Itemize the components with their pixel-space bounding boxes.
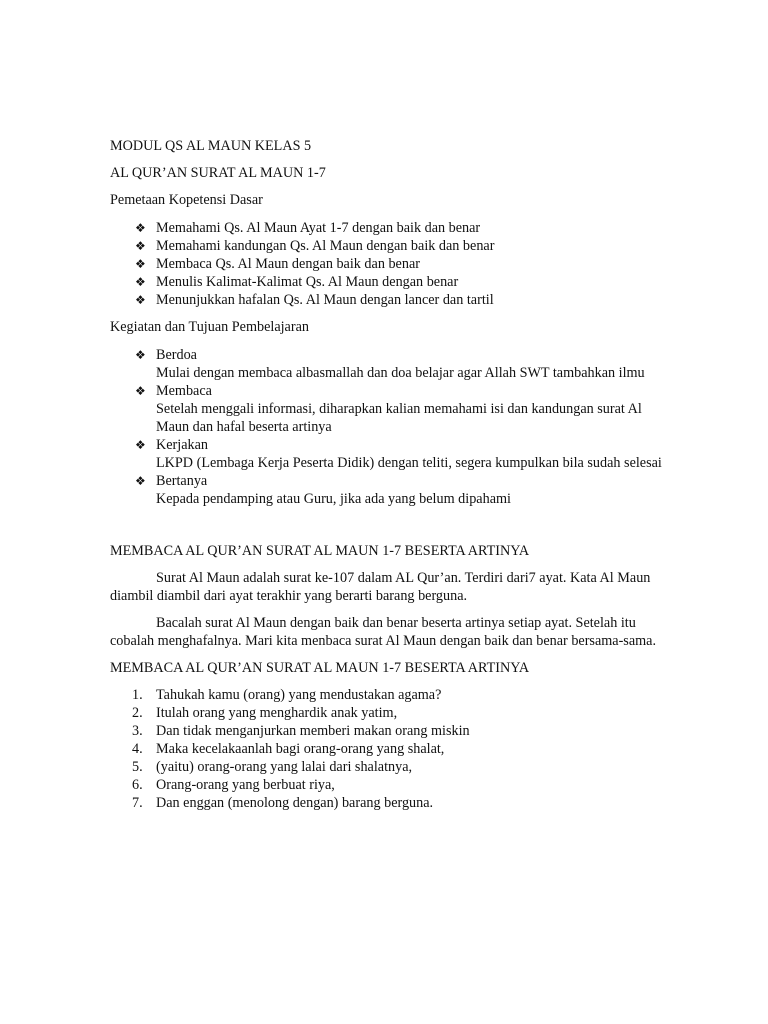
- list-item: [110, 472, 662, 508]
- list-item: [110, 686, 662, 704]
- list-item-text: Memahami Qs. Al Maun Ayat 1-7 dengan baik dan benar: [156, 220, 481, 236]
- list-item: [110, 722, 662, 740]
- diamond-bullet-icon: ❖: [135, 221, 146, 235]
- ayat-text: Dan tidak menganjurkan memberi makan orang miskin: [156, 723, 470, 739]
- diamond-bullet-icon: ❖: [135, 293, 146, 307]
- list-item: [110, 758, 662, 776]
- kd-heading: Pemetaan Kopetensi Dasar: [110, 192, 263, 208]
- ayat-number: 5.: [132, 759, 143, 775]
- list-item-text: Membaca Qs. Al Maun dengan baik dan benar: [156, 256, 420, 272]
- ayat-text: Tahukah kamu (orang) yang mendustakan agama?: [156, 687, 442, 703]
- diamond-bullet-icon: ❖: [135, 474, 146, 488]
- diamond-bullet-icon: ❖: [135, 384, 146, 398]
- list-item-text: Memahami kandungan Qs. Al Maun dengan baik dan benar: [156, 238, 495, 254]
- ayat-text: Maka kecelakaanlah bagi orang-orang yang shalat,: [156, 741, 445, 757]
- ayat-number: 4.: [132, 741, 143, 757]
- list-item: [110, 776, 662, 794]
- ayat-number: 2.: [132, 705, 143, 721]
- document-body: [110, 137, 662, 812]
- intro-paragraph: Surat Al Maun adalah surat ke-107 dalam AL Qur’an. Terdiri dari7 ayat. Kata Al Maun diambil diambil dari ayat terakhir yang berarti barang berguna.: [110, 570, 651, 604]
- diamond-bullet-icon: ❖: [135, 275, 146, 289]
- membaca-heading: MEMBACA AL QUR’AN SURAT AL MAUN 1-7 BESERTA ARTINYA: [110, 543, 530, 559]
- ayat-number: 3.: [132, 723, 143, 739]
- kegiatan-list: [110, 346, 662, 508]
- kegiatan-desc: Mulai dengan membaca albasmallah dan doa belajar agar Allah SWT tambahkan ilmu: [156, 365, 645, 381]
- kegiatan-title: Membaca: [156, 383, 212, 399]
- list-item: [110, 436, 662, 472]
- kegiatan-title: Berdoa: [156, 347, 197, 363]
- kegiatan-desc: Setelah menggali informasi, diharapkan kalian memahami isi dan kandungan surat Al Maun dan hafal beserta artinya: [156, 401, 642, 435]
- list-item: [110, 219, 662, 237]
- ayat-number: 7.: [132, 795, 143, 811]
- ayat-text: (yaitu) orang-orang yang lalai dari shalatnya,: [156, 759, 413, 775]
- list-item-text: Menulis Kalimat-Kalimat Qs. Al Maun dengan benar: [156, 274, 459, 290]
- ayat-text: Orang-orang yang berbuat riya,: [156, 777, 335, 793]
- list-item: [110, 273, 662, 291]
- list-item: [110, 346, 662, 382]
- list-item: [110, 740, 662, 758]
- kegiatan-heading: Kegiatan dan Tujuan Pembelajaran: [110, 319, 309, 335]
- list-item: [110, 255, 662, 273]
- ayat-number: 1.: [132, 687, 143, 703]
- list-item: [110, 291, 662, 309]
- ayat-text: Dan enggan (menolong dengan) barang berguna.: [156, 795, 434, 811]
- kegiatan-desc: LKPD (Lembaga Kerja Peserta Didik) dengan teliti, segera kumpulkan bila sudah selesai: [156, 455, 662, 471]
- kd-list: [110, 219, 662, 309]
- diamond-bullet-icon: ❖: [135, 239, 146, 253]
- kegiatan-title: Bertanya: [156, 473, 208, 489]
- kegiatan-title: Kerjakan: [156, 437, 208, 453]
- list-item-text: Menunjukkan hafalan Qs. Al Maun dengan lancer dan tartil: [156, 292, 494, 308]
- list-item: [110, 382, 662, 436]
- ayat-text: Itulah orang yang menghardik anak yatim,: [156, 705, 398, 721]
- ayat-list: [110, 686, 662, 812]
- diamond-bullet-icon: ❖: [135, 348, 146, 362]
- ayat-number: 6.: [132, 777, 143, 793]
- list-item: [110, 237, 662, 255]
- document-title: MODUL QS AL MAUN KELAS 5: [110, 138, 312, 154]
- diamond-bullet-icon: ❖: [135, 438, 146, 452]
- list-item: [110, 794, 662, 812]
- list-item: [110, 704, 662, 722]
- diamond-bullet-icon: ❖: [135, 257, 146, 271]
- instruction-paragraph: Bacalah surat Al Maun dengan baik dan benar beserta artinya setiap ayat. Setelah itu cobalah menghafalnya. Mari kita menbaca surat Al Maun dengan baik dan benar bersama-sama.: [110, 615, 657, 649]
- membaca-heading-2: MEMBACA AL QUR’AN SURAT AL MAUN 1-7 BESERTA ARTINYA: [110, 660, 530, 676]
- document-subtitle: AL QUR’AN SURAT AL MAUN 1-7: [110, 165, 326, 181]
- kegiatan-desc: Kepada pendamping atau Guru, jika ada yang belum dipahami: [156, 491, 511, 507]
